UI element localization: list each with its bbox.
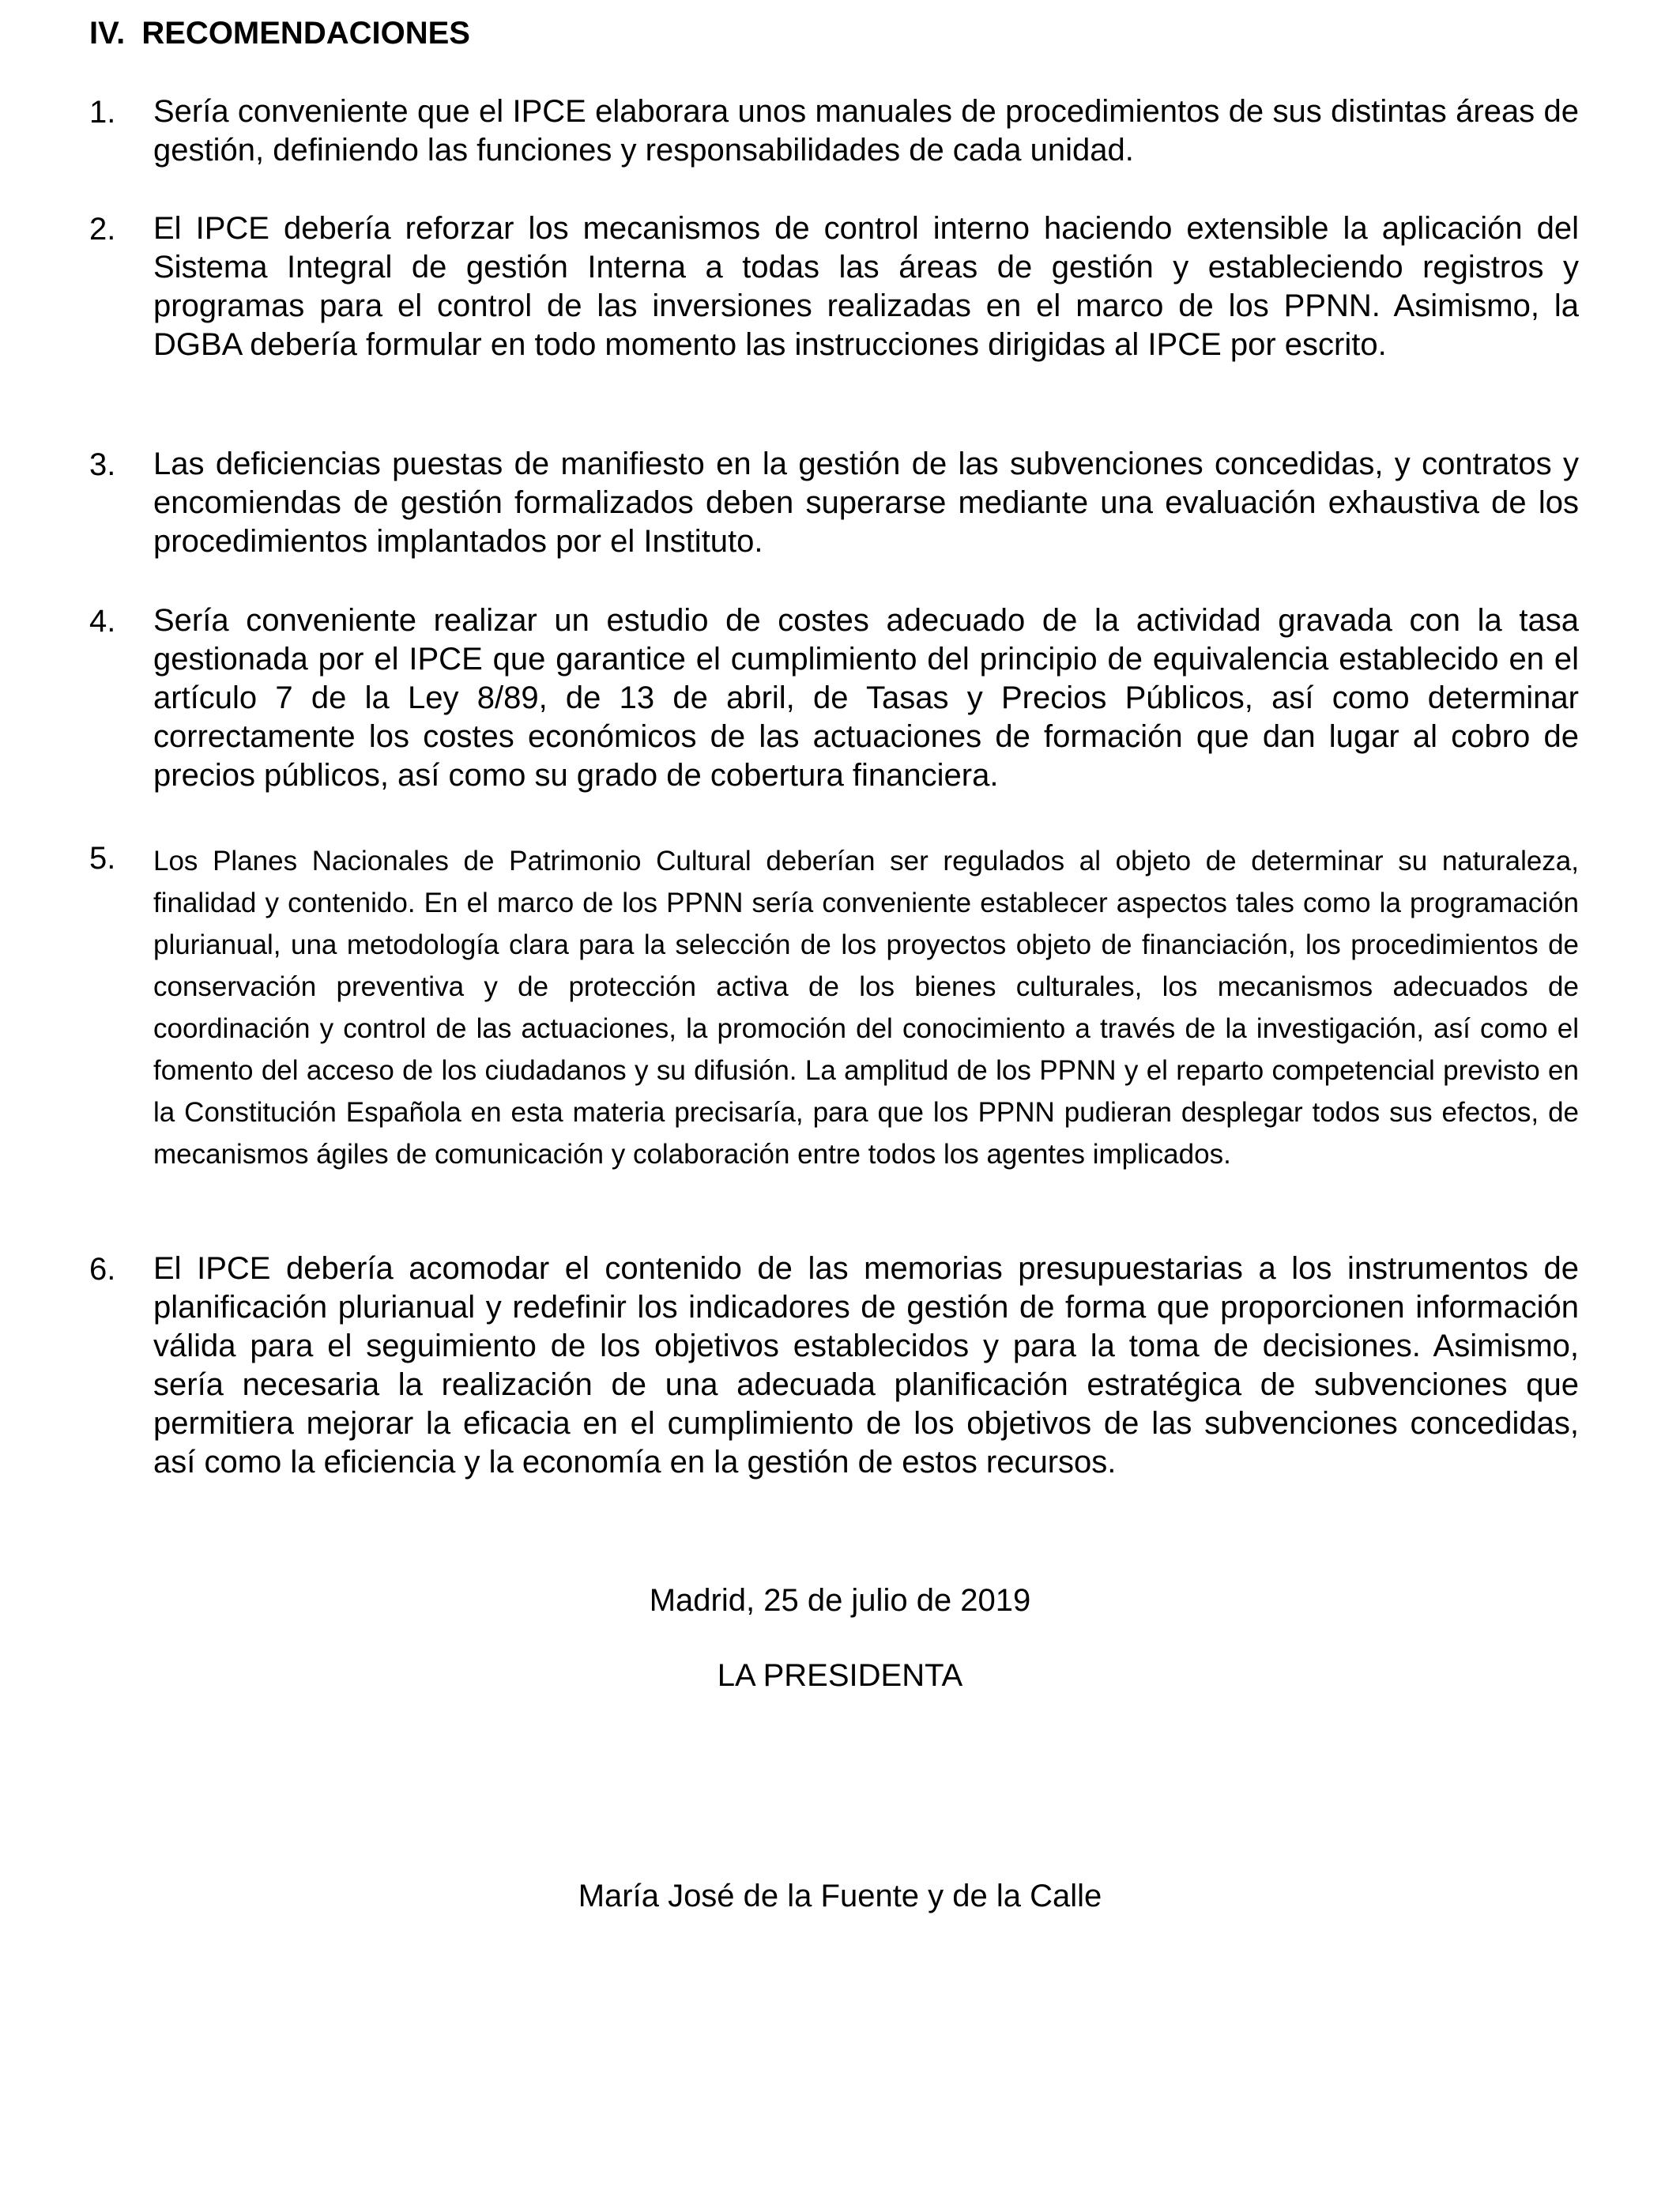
signatory-role: LA PRESIDENTA — [717, 1658, 963, 1693]
recommendation-number: 4. — [89, 604, 116, 639]
recommendation-text: El IPCE debería reforzar los mecanismos de control interno haciendo extensible la aplicación del Sistema Integral de gestión Interna a todas las áreas de gestión y estableciendo registros y programas para el control de las inversiones realizadas en el marco de los PPNN. Asimismo, la DGBA debería formular en todo momento las instrucciones dirigidas al IPCE por escrito. — [153, 211, 1579, 362]
section-heading — [89, 14, 470, 52]
recommendation-number: 2. — [89, 212, 116, 247]
signatory-name: María José de la Fuente y de la Calle — [578, 1879, 1102, 1913]
recommendation-number: 5. — [89, 841, 116, 876]
recommendation-text: Sería conveniente que el IPCE elaborara unos manuales de procedimientos de sus distintas áreas de gestión, definiendo las funciones y responsabilidades de cada unidad. — [153, 94, 1579, 168]
section-number: IV. — [89, 16, 126, 51]
recommendation-text: Las deficiencias puestas de manifiesto en la gestión de las subvenciones concedidas, y contratos y encomiendas de gestión formalizados deben superarse mediante una evaluación exhaustiva de los procedimientos implantados por el Instituto. — [153, 447, 1579, 559]
section-title: RECOMENDACIONES — [141, 16, 470, 51]
recommendation-number: 3. — [89, 447, 116, 482]
recommendation-text: Sería conveniente realizar un estudio de costes adecuado de la actividad gravada con la tasa gestionada por el IPCE que garantice el cumplimiento del principio de equivalencia establecido en el artículo 7 de la Ley 8/89, de 13 de abril, de Tasas y Precios Públicos, así como determinar correctamente los costes económicos de las actuaciones de formación que dan lugar al cobro de precios públicos, así como su grado de cobertura financiera. — [153, 603, 1579, 793]
place-date: Madrid, 25 de julio de 2019 — [649, 1583, 1031, 1618]
recommendation-number: 1. — [89, 95, 116, 130]
recommendation-number: 6. — [89, 1252, 116, 1287]
recommendation-text: El IPCE debería acomodar el contenido de las memorias presupuestarias a los instrumentos de planificación plurianual y redefinir los indicadores de gestión de forma que proporcionen información válida para el seguimiento de los objetivos establecidos y para la toma de decisiones. Asimismo, sería necesaria la realización de una adecuada planificación estratégica de subvenciones que permitiera mejorar la eficacia en el cumplimiento de los objetivos de las subvenciones concedidas, así como la eficiencia y la economía en la gestión de estos recursos. — [153, 1251, 1579, 1480]
recommendation-text: Los Planes Nacionales de Patrimonio Cultural deberían ser regulados al objeto de determinar su naturaleza, finalidad y contenido. En el marco de los PPNN sería conveniente establecer aspectos tales como la programación plurianual, una metodología clara para la selección de los proyectos objeto de financiación, los procedimientos de conservación preventiva y de protección activa de los bienes culturales, los mecanismos adecuados de coordinación y control de las actuaciones, la promoción del conocimiento a través de la investigación, así como el fomento del acceso de los ciudadanos y su difusión. La amplitud de los PPNN y el reparto competencial previsto en la Constitución Española en esta materia precisaría, para que los PPNN pudieran desplegar todos sus efectos, de mecanismos ágiles de comunicación y colaboración entre todos los agentes implicados. — [153, 846, 1579, 1170]
